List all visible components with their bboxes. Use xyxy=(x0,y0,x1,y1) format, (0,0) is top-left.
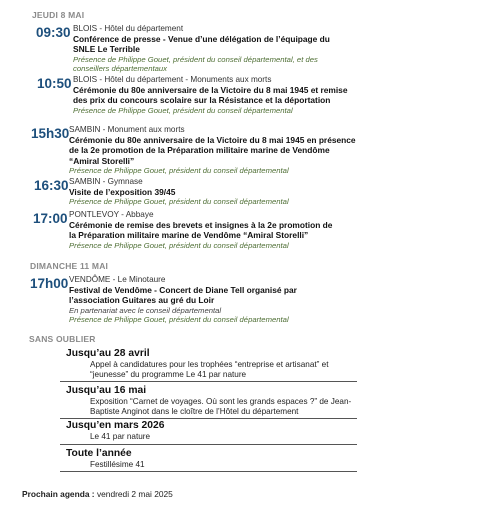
section-label: SANS OUBLIER xyxy=(29,334,96,344)
reminder-text: Appel à candidatures pour les trophées “entreprise et artisanat” et “jeunesse” du programme Le 41 par nature xyxy=(90,360,329,380)
reminder-text: Festillésime 41 xyxy=(90,460,145,469)
reminder-heading: Jusqu’en mars 2026 xyxy=(66,420,165,431)
event-note: En partenariat avec le conseil départemental xyxy=(69,305,222,315)
event-location: PONTLEVOY - Abbaye xyxy=(69,210,154,219)
event-location: VENDÔME - Le Minotaure xyxy=(69,275,166,284)
event-note: Présence de Philippe Gouet, président du conseil départemental, et des conseillers départementaux xyxy=(73,54,318,74)
event-time: 15h30 xyxy=(31,126,70,141)
event-note: Présence de Philippe Gouet, président du conseil départemental xyxy=(69,197,289,207)
event-title: Visite de l’exposition 39/45 xyxy=(69,187,176,197)
event-location: SAMBIN - Monument aux morts xyxy=(69,125,185,134)
reminder-heading: Toute l’année xyxy=(66,448,132,459)
next-agenda xyxy=(22,489,173,499)
reminder-item xyxy=(60,347,357,382)
event-location: BLOIS - Hôtel du département - Monuments aux morts xyxy=(73,75,272,84)
event-note: Présence de Philippe Gouet, président du conseil départemental xyxy=(69,165,289,175)
event-title: Conférence de presse - Venue d’une délégation de l’équipage du SNLE Le Terrible xyxy=(73,34,330,55)
event-time: 17h00 xyxy=(30,276,69,291)
event-title: Cérémonie du 80e anniversaire de la Victoire du 8 mai 1945 en présence de la 2e promotion de la Préparation militaire marine de Vendôme “Amiral Storelli” xyxy=(69,135,356,166)
next-agenda-date: vendredi 2 mai 2025 xyxy=(96,489,173,499)
reminder-heading: Jusqu’au 16 mai xyxy=(66,385,147,396)
day-header: JEUDI 8 MAI xyxy=(32,10,85,20)
event-note: Présence de Philippe Gouet, président du conseil départemental xyxy=(69,240,289,250)
event-location: BLOIS - Hôtel du département xyxy=(73,24,184,33)
event-title: Festival de Vendôme - Concert de Diane Tell organisé par l’association Guitares au gré du Loir xyxy=(69,285,297,306)
reminder-text: Le 41 par nature xyxy=(90,432,151,441)
reminder-item xyxy=(60,447,357,472)
next-agenda-label: Prochain agenda : xyxy=(22,489,95,499)
event-time: 09:30 xyxy=(36,25,71,40)
event-time: 16:30 xyxy=(34,178,69,193)
event-note: Présence de Philippe Gouet, président du conseil départemental xyxy=(73,105,293,115)
event-note: Présence de Philippe Gouet, président du conseil départemental xyxy=(69,315,289,325)
reminder-item xyxy=(60,419,357,445)
event-time: 10:50 xyxy=(37,76,72,91)
event-title: Cérémonie de remise des brevets et insignes à la 2e promotion de la Préparation militaire marine de Vendôme “Amiral Storelli” xyxy=(69,220,333,241)
event-time: 17:00 xyxy=(33,211,68,226)
reminder-item xyxy=(60,384,357,419)
event-title: Cérémonie du 80e anniversaire de la Victoire du 8 mai 1945 et remise des prix du concours scolaire sur la Résistance et la déportation xyxy=(73,85,348,106)
reminder-text: Exposition “Carnet de voyages. Où sont les grands espaces ?” de Jean-Baptiste Anginot dans le cloître de l’Hôtel du département xyxy=(90,397,352,417)
reminder-heading: Jusqu’au 28 avril xyxy=(66,348,150,359)
day-header: DIMANCHE 11 MAI xyxy=(30,261,109,271)
event-location: SAMBIN - Gymnase xyxy=(69,177,143,186)
